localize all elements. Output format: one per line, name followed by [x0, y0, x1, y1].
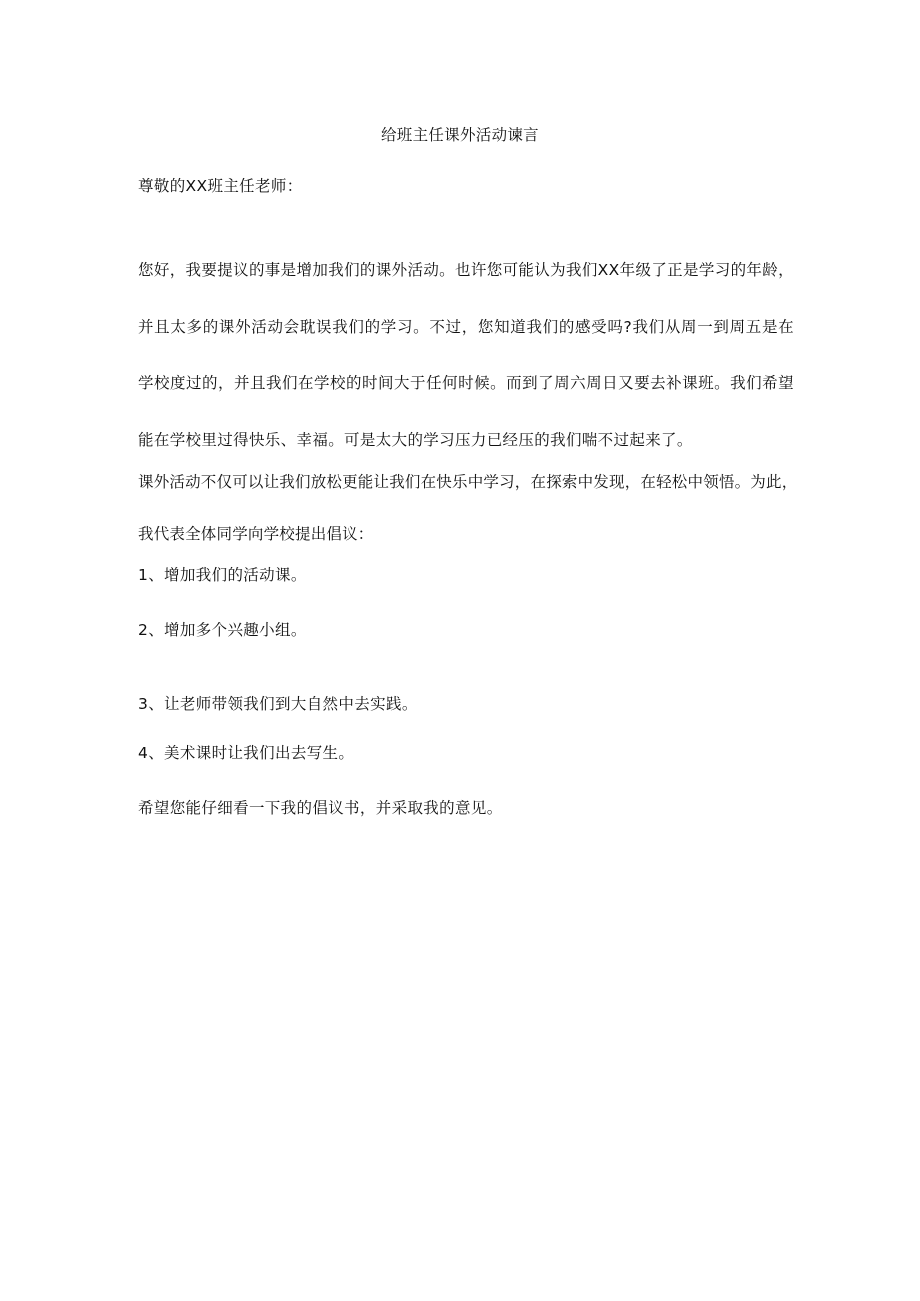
document-title: 给班主任课外活动谏言: [380, 126, 539, 144]
proposal-item-2: 2、增加多个兴趣小组。: [138, 621, 307, 639]
paragraph-1: 您好，我要提议的事是增加我们的课外活动。也许您可能认为我们XX年级了正是学习的年龄，并且太多的课外活动会耽误我们的学习。不过，您知道我们的感受吗?我们从周一到周五是在学校度过的，并且我们在学校的时间大于任何时候。而到了周六周日又要去补课班。我们希望能在学校里过得快乐、幸福。可是太大的学习压力已经压的我们喘不过起来了。: [138, 261, 794, 449]
proposal-item-1: 1、增加我们的活动课。: [138, 566, 307, 584]
paragraph-2: 课外活动不仅可以让我们放松更能让我们在快乐中学习，在探索中发现，在轻松中领悟。为此，我代表全体同学向学校提出倡议：: [138, 473, 798, 543]
proposal-item-3: 3、让老师带领我们到大自然中去实践。: [138, 695, 418, 713]
salutation: 尊敬的XX班主任老师：: [138, 177, 303, 195]
proposal-item-4: 4、美术课时让我们出去写生。: [138, 744, 355, 762]
closing-sentence: 希望您能仔细看一下我的倡议书，并采取我的意见。: [138, 799, 503, 817]
